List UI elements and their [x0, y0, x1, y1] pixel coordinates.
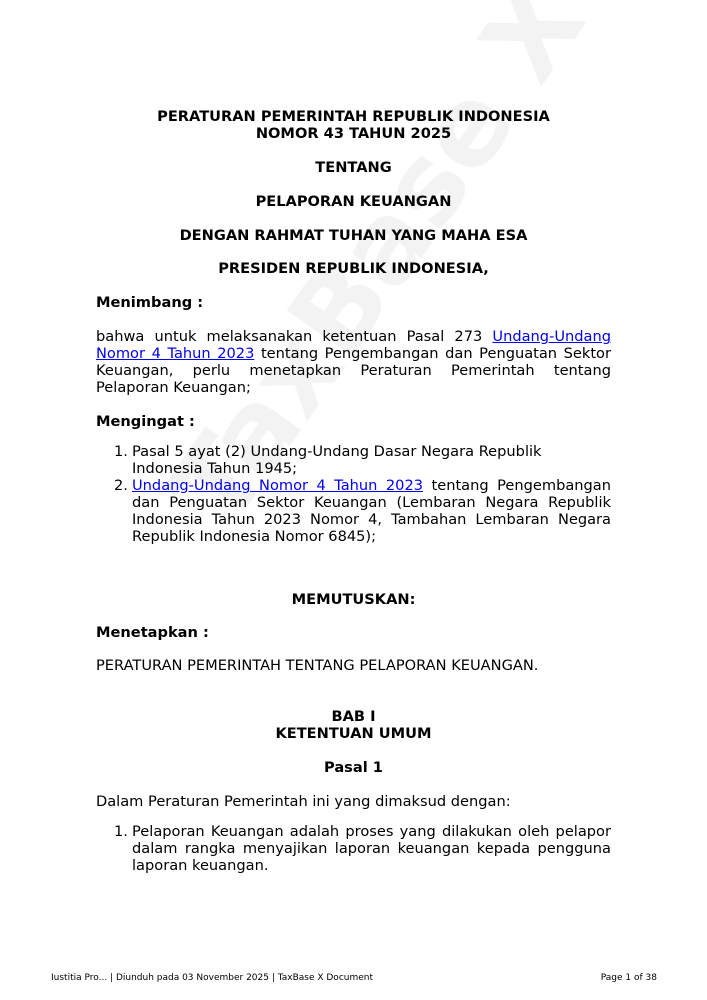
subject-heading: PELAPORAN KEUANGAN — [255, 193, 452, 210]
bab-label: BAB I — [331, 708, 376, 725]
footer-info: Iustitia Pro... | Diunduh pada 03 November 2025 | TaxBase X Document — [51, 973, 374, 983]
list-text: Pelaporan Keuangan adalah proses yang dilakukan oleh pelapor dalam rangka menyajikan laporan keuangan kepada pengguna laporan keuangan. — [132, 823, 611, 874]
presiden-heading: PRESIDEN REPUBLIK INDONESIA, — [218, 260, 489, 277]
list-number: 1. — [114, 443, 128, 460]
law-link[interactable]: Undang-Undang Nomor 4 Tahun 2023 — [96, 328, 611, 362]
pasal-label: Pasal 1 — [324, 759, 383, 776]
list-number: 1. — [114, 823, 128, 840]
memutuskan-heading: MEMUTUSKAN: — [291, 591, 416, 608]
list-number: 2. — [114, 477, 128, 494]
list-item — [114, 443, 611, 477]
law-link[interactable]: Undang-Undang Nomor 4 Tahun 2023 — [132, 477, 424, 494]
menimbang-paragraph — [96, 328, 611, 396]
menetapkan-text: PERATURAN PEMERINTAH TENTANG PELAPORAN KEUANGAN. — [96, 657, 539, 674]
mengingat-heading: Mengingat : — [96, 413, 195, 430]
page-number: Page 1 of 38 — [600, 973, 657, 983]
list-text: Pasal 5 ayat (2) Undang-Undang Dasar Negara Republik Indonesia Tahun 1945; — [132, 443, 542, 477]
doc-title — [96, 108, 611, 142]
menimbang-text-end: tentang Pengembangan dan Penguatan Sektor Keuangan, perlu menetapkan Peraturan Pemerintah tentang Pelaporan Keuangan; — [96, 345, 611, 396]
rahmat-heading: DENGAN RAHMAT TUHAN YANG MAHA ESA — [179, 227, 528, 244]
bab-title: KETENTUAN UMUM — [275, 725, 432, 742]
pasal-intro: Dalam Peraturan Pemerintah ini yang dimaksud dengan: — [96, 793, 511, 810]
title-line1: PERATURAN PEMERINTAH REPUBLIK INDONESIA — [157, 108, 550, 125]
menetapkan-heading: Menetapkan : — [96, 624, 209, 641]
list-item — [114, 477, 611, 545]
menimbang-text: bahwa untuk melaksanakan ketentuan Pasal 273 — [96, 328, 493, 345]
list-text-body: tentang Pengembangan dan Penguatan Sektor Keuangan (Lembaran Negara Republik Indonesia Tahun 2023 Nomor 4, Tambahan Lembaran Negara Republik Indonesia Nomor 6845); — [132, 477, 611, 545]
list-item — [114, 823, 611, 874]
title-line2: NOMOR 43 TAHUN 2025 — [255, 125, 452, 142]
tentang-heading: TENTANG — [315, 159, 392, 176]
menimbang-heading: Menimbang : — [96, 294, 204, 311]
list-text — [132, 477, 611, 545]
